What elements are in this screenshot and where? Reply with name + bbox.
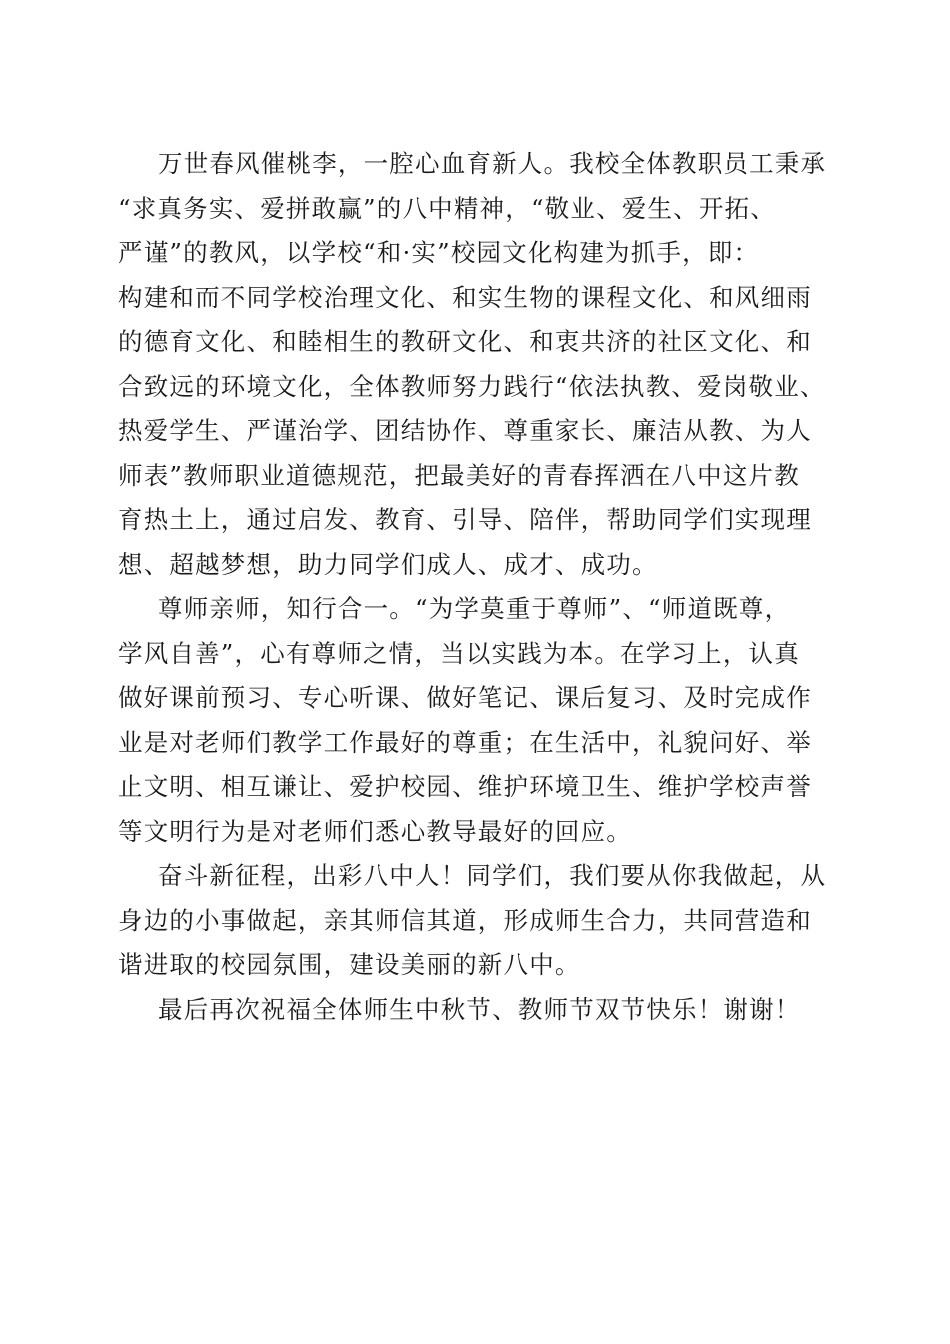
text-line: 最后再次祝福全体师生中秋节、教师节双节快乐！谢谢！ (158, 994, 801, 1024)
text-line: 身边的小事做起，亲其师信其道，形成师生合力，共同营造和 (118, 905, 812, 935)
text-line: 严谨”的教风，以学校“和·实”校园文化构建为抓手，即： (118, 238, 760, 267)
text-line: 等文明行为是对老师们悉心教导最好的回应。 (118, 816, 632, 846)
text-line: 奋斗新征程，出彩八中人！同学们，我们要从你我做起，从 (158, 861, 827, 890)
text-line: 业是对老师们教学工作最好的尊重；在生活中，礼貌问好、举 (118, 727, 812, 757)
text-line: 学风自善”，心有尊师之情，当以实践为本。在学习上，认真 (118, 638, 800, 668)
text-line: 热爱学生、严谨治学、团结协作、尊重家长、廉洁从教、为人 (118, 416, 812, 445)
text-line: 的德育文化、和睦相生的教研文化、和衷共济的社区文化、和 (118, 327, 812, 356)
text-line: 谐进取的校园氛围，建设美丽的新八中。 (118, 950, 581, 979)
text-line: 止文明、相互谦让、爱护校园、维护环境卫生、维护学校声誉 (118, 772, 812, 801)
paragraph-4 (118, 988, 838, 1033)
paragraph-3 (118, 854, 838, 988)
text-line: 万世春风催桃李，一腔心血育新人。我校全体教职员工秉承 (158, 149, 827, 178)
text-line: 想、超越梦想，助力同学们成人、成才、成功。 (118, 549, 658, 579)
text-line: 做好课前预习、专心听课、做好笔记、课后复习、及时完成作 (118, 683, 812, 712)
document-body (118, 142, 838, 1032)
text-line: 育热土上，通过启发、教育、引导、陪伴，帮助同学们实现理 (118, 505, 812, 534)
text-line: 构建和而不同学校治理文化、和实生物的课程文化、和风细雨 (118, 282, 812, 312)
text-line: 合致远的环境文化，全体教师努力践行“依法执教、爱岗敬业、 (118, 371, 826, 401)
paragraph-2 (118, 587, 838, 854)
text-line: “求真务实、爱拼敢赢”的八中精神，“敬业、爱生、开拓、 (118, 193, 776, 223)
text-line: 尊师亲师，知行合一。“为学莫重于尊师”、“师道既尊， (158, 594, 791, 623)
text-line: 师表”教师职业道德规范，把最美好的青春挥洒在八中这片教 (118, 460, 800, 490)
paragraph-1 (118, 142, 838, 587)
